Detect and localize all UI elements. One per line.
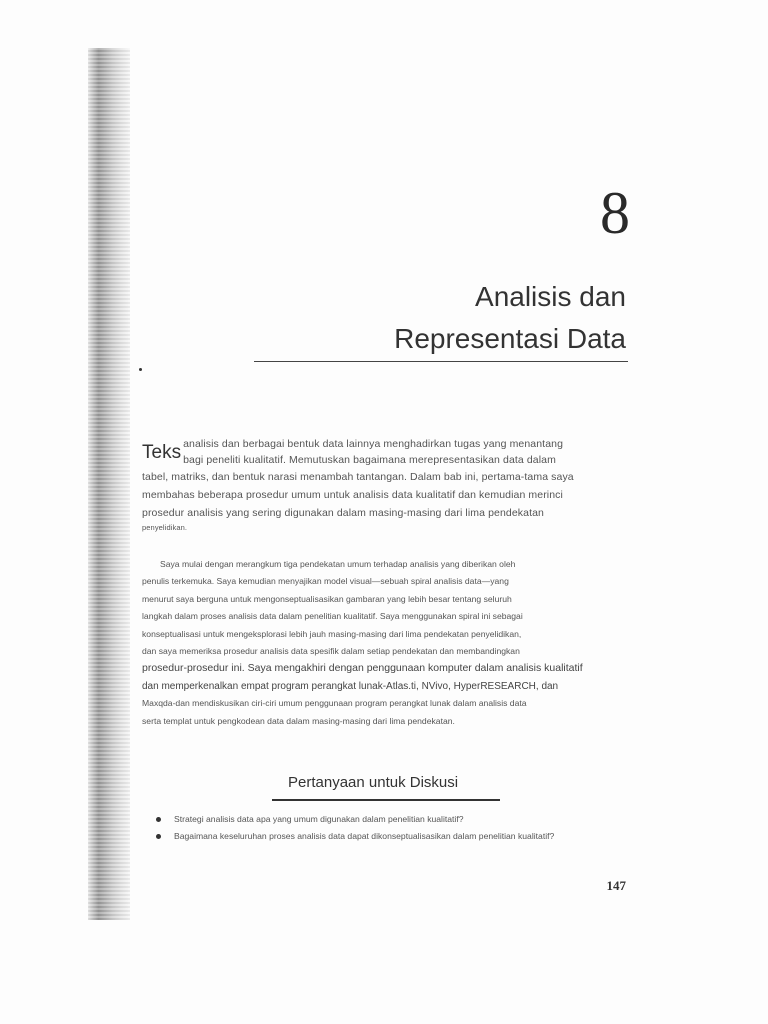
discussion-item-text: Bagaimana keseluruhan proses analisis data dapat dikonseptualisasikan dalam penelitian kualitatif? <box>174 831 555 841</box>
discussion-divider <box>272 799 500 801</box>
discussion-item <box>154 812 624 827</box>
intro-line: tabel, matriks, dan bentuk narasi menambah tantangan. Dalam bab ini, pertama-tama saya <box>142 471 574 483</box>
discussion-item <box>154 829 624 844</box>
chapter-number: 8 <box>600 180 630 246</box>
intro-paragraph <box>142 436 630 534</box>
bullet-icon <box>156 817 161 822</box>
body-line: Maxqda-dan mendiskusikan ciri-ciri umum penggunaan program perangkat lunak dalam analisis data <box>142 698 527 709</box>
discussion-heading: Pertanyaan untuk Diskusi <box>288 774 459 791</box>
binding-shadow <box>88 48 130 920</box>
body-line: dan memperkenalkan empat program perangkat lunak-Atlas.ti, NVivo, HyperRESEARCH, dan <box>142 680 559 692</box>
intro-line: analisis dan berbagai bentuk data lainnya menghadirkan tugas yang menantang <box>183 438 564 450</box>
body-line: prosedur-prosedur ini. Saya mengakhiri dengan penggunaan komputer dalam analisis kualitatif <box>142 662 583 675</box>
chapter-title-line-1: Analisis dan <box>475 281 626 312</box>
body-paragraph <box>142 556 632 730</box>
chapter-title <box>394 276 626 360</box>
body-line: penulis terkemuka. Saya kemudian menyajikan model visual—sebuah spiral analisis data—yang <box>142 576 509 587</box>
body-line: konseptualisasi untuk mengeksplorasi lebih jauh masing-masing dari lima pendekatan penyelidikan, <box>142 628 522 639</box>
intro-line: prosedur analisis yang sering digunakan dalam masing-masing dari lima pendekatan <box>142 507 544 519</box>
page-number: 147 <box>606 878 626 893</box>
scan-speck <box>139 368 142 371</box>
intro-opening-lines <box>183 436 563 468</box>
discussion-item-text: Strategi analisis data apa yang umum digunakan dalam penelitian kualitatif? <box>174 814 464 824</box>
title-divider <box>254 361 628 362</box>
body-line: menurut saya berguna untuk mengonseptualisasikan gambaran yang lebih besar tentang seluruh <box>142 593 512 604</box>
intro-line: membahas beberapa prosedur umum untuk analisis data kualitatif dan kemudian merinci <box>142 489 563 501</box>
body-line: Saya mulai dengan merangkum tiga pendekatan umum terhadap analisis yang diberikan oleh <box>160 559 516 569</box>
intro-opening <box>142 436 630 468</box>
intro-lead-word: Teks <box>142 442 182 463</box>
discussion-list <box>154 812 624 846</box>
body-line: langkah dalam proses analisis data dalam penelitian kualitatif. Saya menggunakan spiral ini sebagai <box>142 611 523 622</box>
chapter-title-line-2: Representasi Data <box>394 323 626 354</box>
body-line: dan saya memeriksa prosedur analisis data spesifik dalam setiap pendekatan dan membandingkan <box>142 646 520 657</box>
intro-line: bagi peneliti kualitatif. Memutuskan bagaimana merepresentasikan data dalam <box>183 454 556 466</box>
intro-line: penyelidikan. <box>142 523 188 532</box>
body-line: serta templat untuk pengkodean data dalam masing-masing dari lima pendekatan. <box>142 715 455 726</box>
bullet-icon <box>156 834 161 839</box>
